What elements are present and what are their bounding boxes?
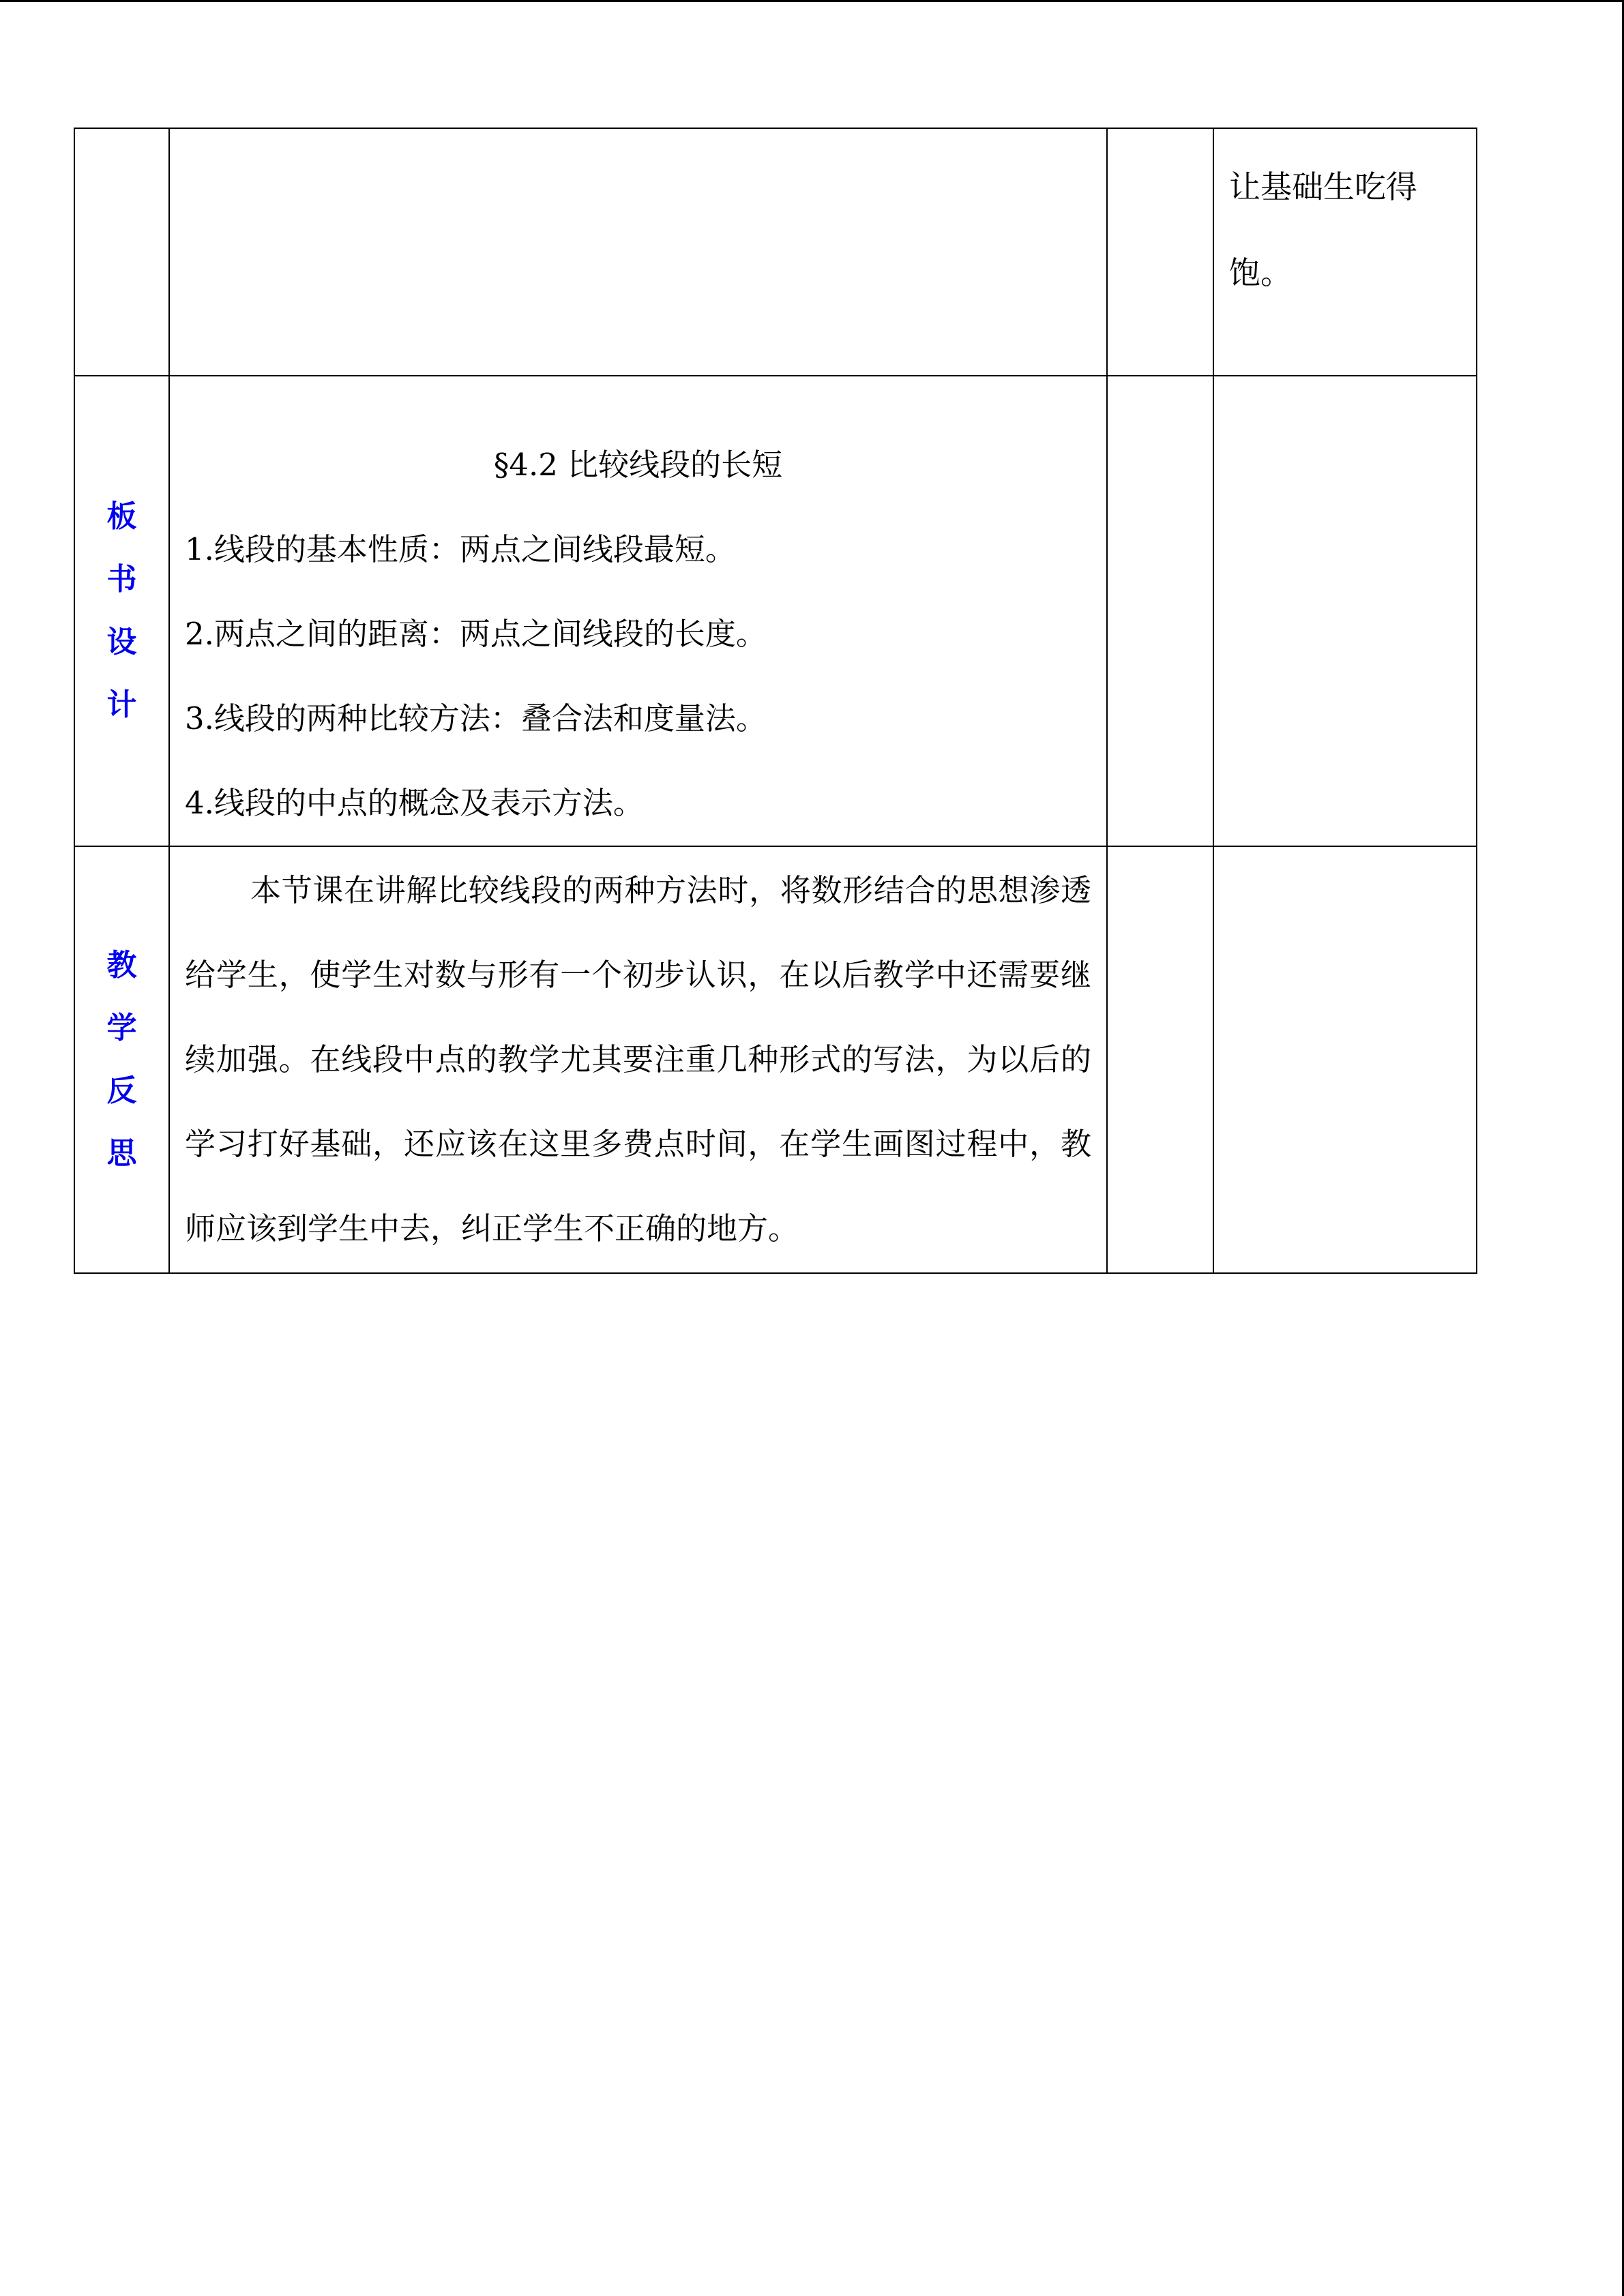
note-cell-empty bbox=[1213, 846, 1477, 1273]
board-design-content bbox=[170, 376, 1106, 846]
board-design-label-cell bbox=[74, 376, 169, 846]
table-row-board-design bbox=[74, 376, 1477, 846]
page-top-border bbox=[0, 0, 1624, 2]
teaching-reflection-label bbox=[75, 847, 168, 1272]
label-char: 反 bbox=[106, 1073, 137, 1108]
table-row-continuation bbox=[74, 128, 1477, 376]
lesson-plan-table bbox=[74, 128, 1477, 1274]
board-design-content-cell bbox=[169, 376, 1107, 846]
board-item: 1.线段的基本性质：两点之间线段最短。 bbox=[185, 531, 736, 567]
label-char: 学 bbox=[106, 1011, 137, 1045]
label-char: 思 bbox=[106, 1136, 137, 1171]
label-char: 书 bbox=[106, 562, 137, 597]
label-char: 板 bbox=[106, 499, 137, 534]
board-design-label bbox=[75, 376, 168, 846]
blank-cell bbox=[1107, 846, 1213, 1273]
teaching-reflection-text: 本节课在讲解比较线段的两种方法时，将数形结合的思想渗透给学生，使学生对数与形有一个初步认识，在以后教学中还需要继续加强。在线段中点的教学尤其要注重几种形式的写法，为以后的学习打好基础，还应该在这里多费点时间，在学生画图过程中，教师应该到学生中去，纠正学生不正确的地方。 bbox=[185, 872, 1091, 1247]
note-text: 让基础生吃得饱。 bbox=[1229, 168, 1417, 291]
board-item: 2.两点之间的距离：两点之间线段的长度。 bbox=[185, 616, 767, 652]
label-cell-empty bbox=[74, 128, 169, 376]
board-item: 3.线段的两种比较方法：叠合法和度量法。 bbox=[185, 700, 767, 736]
label-char: 教 bbox=[106, 948, 137, 983]
note-cell bbox=[1213, 128, 1477, 376]
blank-cell bbox=[1107, 128, 1213, 376]
board-item: 4.线段的中点的概念及表示方法。 bbox=[185, 785, 644, 821]
teaching-reflection-content-cell bbox=[169, 846, 1107, 1273]
teaching-reflection-label-cell bbox=[74, 846, 169, 1273]
label-char: 计 bbox=[106, 687, 137, 722]
blank-cell bbox=[1107, 376, 1213, 846]
table-row-teaching-reflection bbox=[74, 846, 1477, 1273]
note-cell-empty bbox=[1213, 376, 1477, 846]
content-cell-empty bbox=[169, 128, 1107, 376]
board-title: §4.2 比较线段的长短 bbox=[493, 447, 783, 483]
label-char: 设 bbox=[106, 625, 137, 659]
